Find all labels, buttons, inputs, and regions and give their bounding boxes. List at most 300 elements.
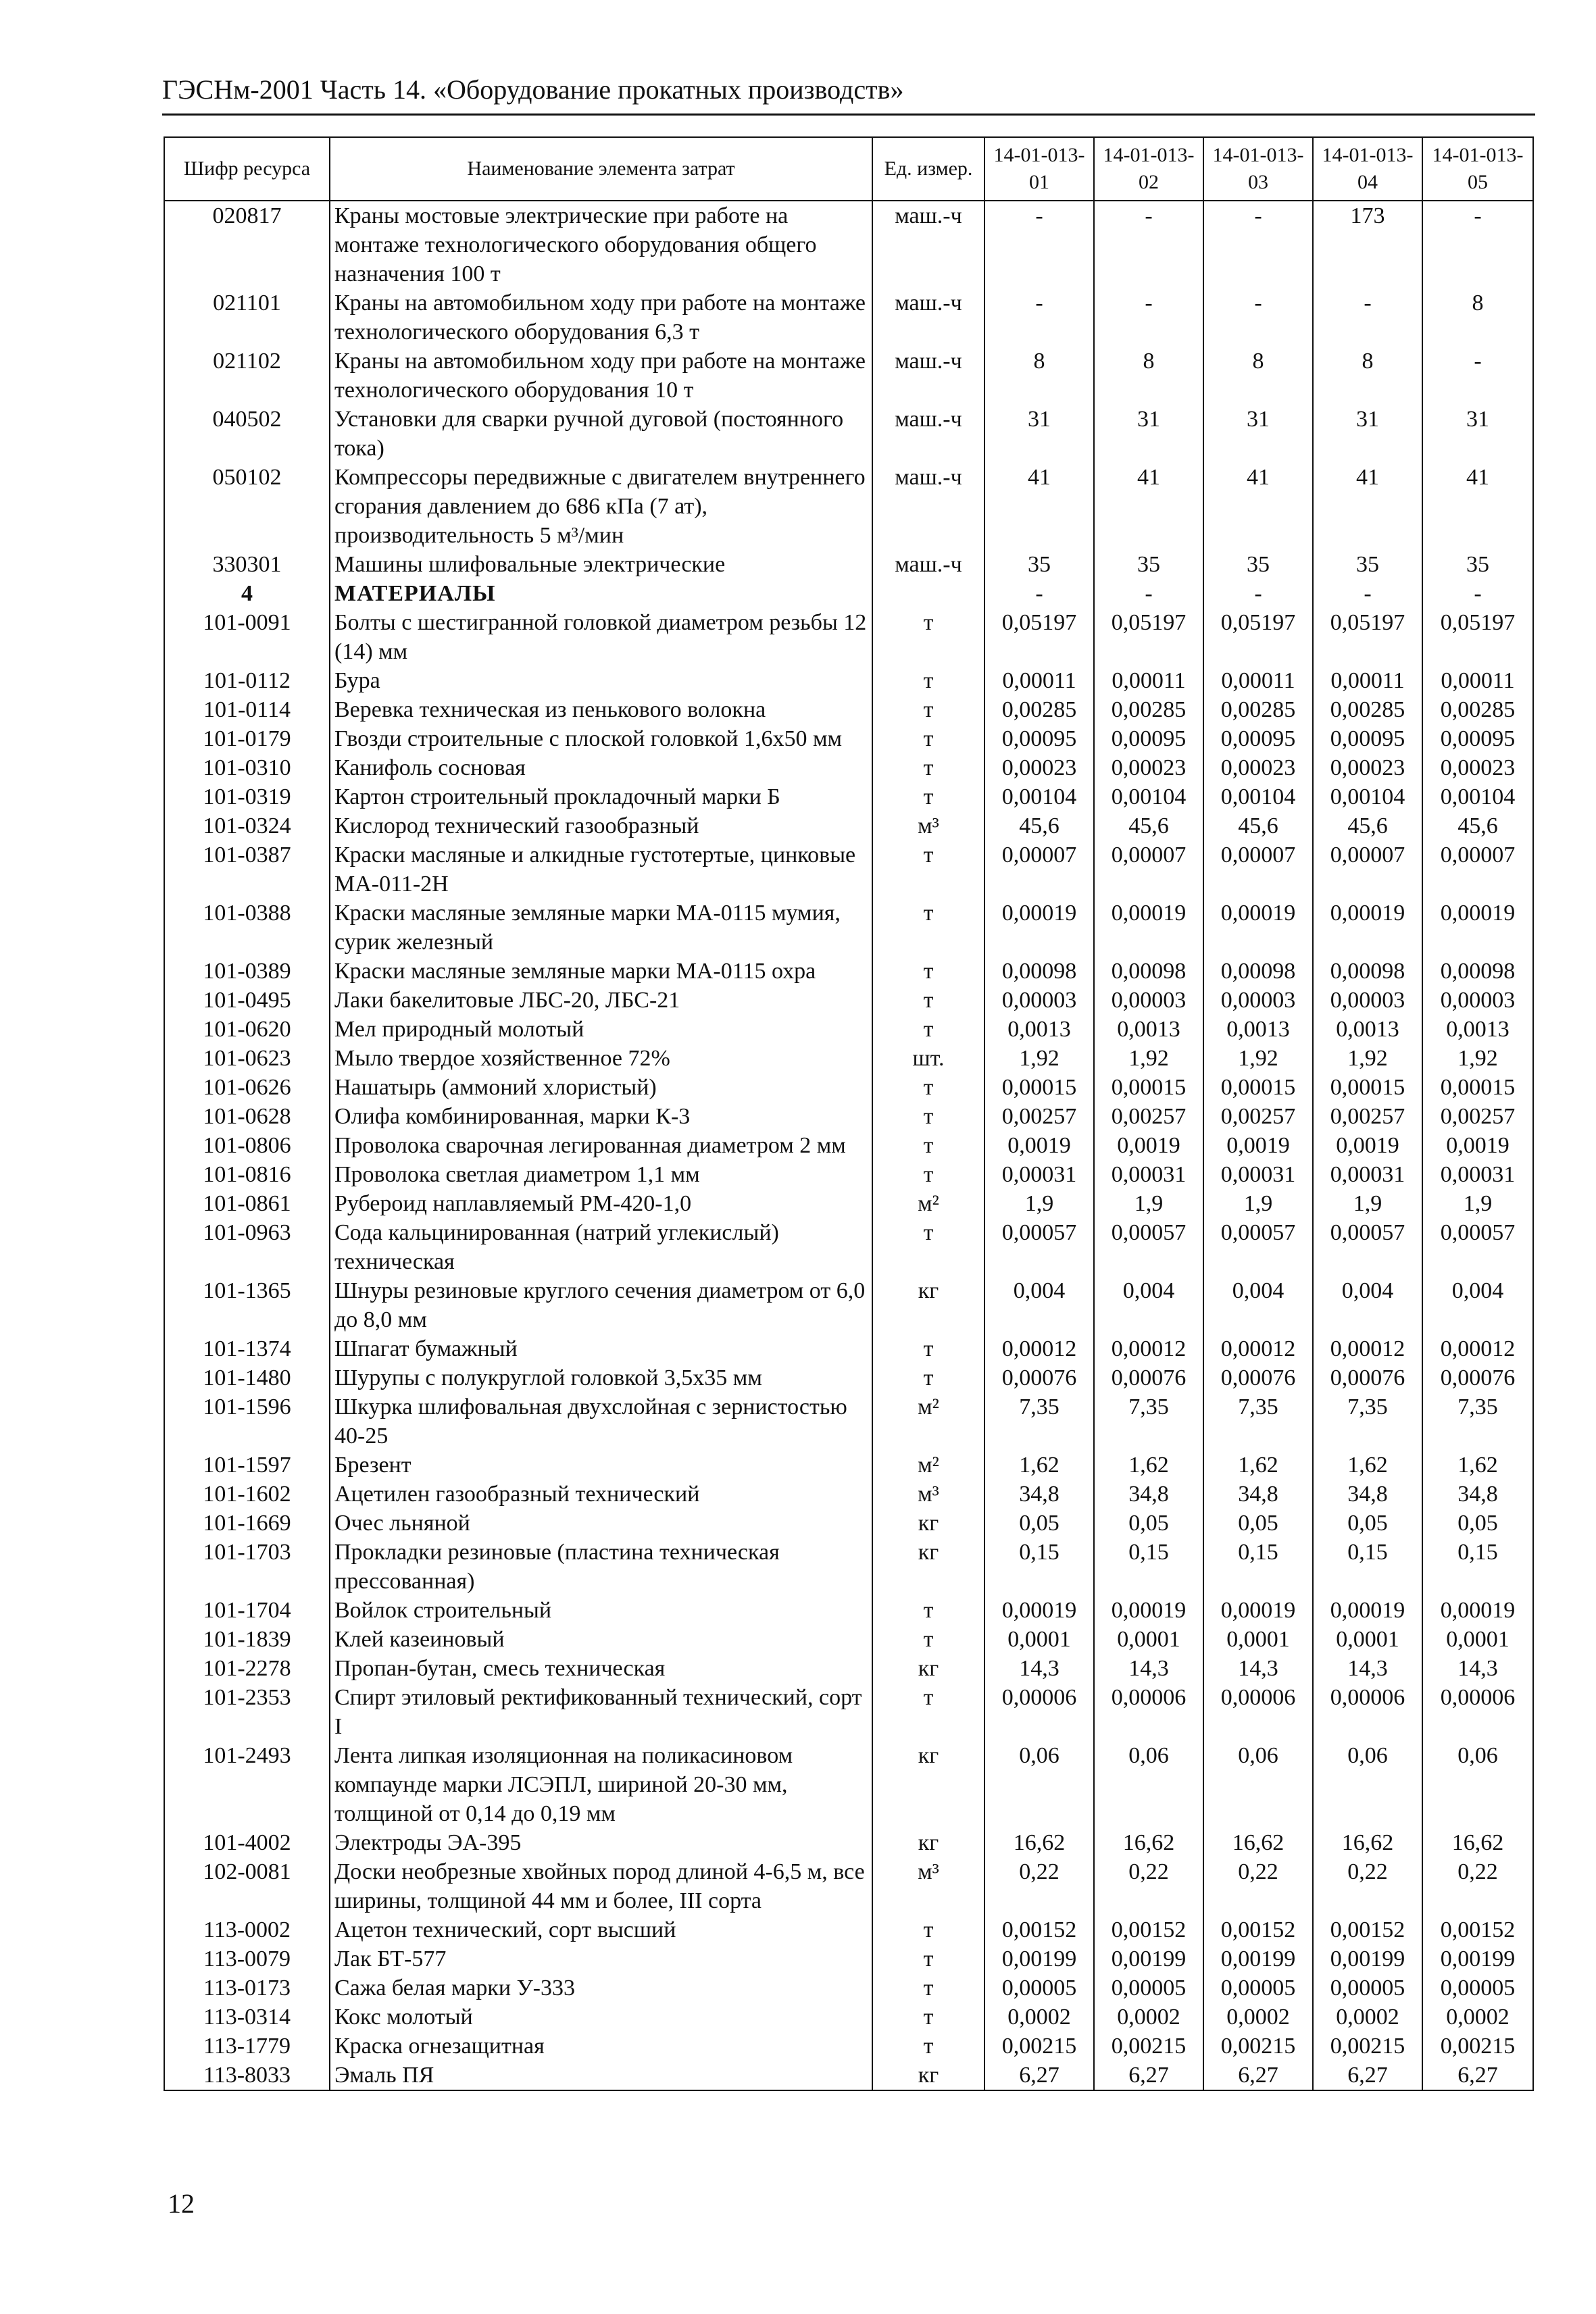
table-row <box>164 840 1533 899</box>
resource-code: 101-1480 <box>164 1363 330 1392</box>
norm-value-3: 0,15 <box>1203 1538 1313 1596</box>
resource-code: 330301 <box>164 550 330 579</box>
norm-value-1: 0,00215 <box>984 2032 1094 2061</box>
resource-code: 101-0389 <box>164 957 330 986</box>
norm-value-2: 45,6 <box>1094 811 1203 840</box>
norm-value-2: 0,00012 <box>1094 1334 1203 1363</box>
norm-value-1: - <box>984 579 1094 608</box>
norm-value-4: 0,0001 <box>1313 1625 1422 1654</box>
resource-name: Войлок строительный <box>330 1596 872 1625</box>
norm-value-2: 0,00152 <box>1094 1915 1203 1944</box>
norm-value-1: 0,00019 <box>984 899 1094 957</box>
resource-name: Бура <box>330 666 872 695</box>
resource-code: 101-2493 <box>164 1741 330 1828</box>
norm-value-5: 0,004 <box>1422 1276 1533 1334</box>
resource-code: 101-1365 <box>164 1276 330 1334</box>
norm-value-3: 0,00007 <box>1203 840 1313 899</box>
resource-code: 101-0091 <box>164 608 330 666</box>
norm-value-2: 0,00023 <box>1094 753 1203 782</box>
resource-unit: т <box>872 1596 984 1625</box>
resource-name: Краны на автомобильном ходу при работе на монтаже технологического оборудования 6,3 т <box>330 288 872 347</box>
resource-unit: кг <box>872 2061 984 2090</box>
norm-value-1: 6,27 <box>984 2061 1094 2090</box>
resource-code: 102-0081 <box>164 1857 330 1915</box>
resource-code: 101-0319 <box>164 782 330 811</box>
norm-value-4: 0,00005 <box>1313 1973 1422 2003</box>
norm-value-2: 0,06 <box>1094 1741 1203 1828</box>
resource-name: Сажа белая марки У-333 <box>330 1973 872 2003</box>
resource-unit: т <box>872 1102 984 1131</box>
norm-value-3: 1,9 <box>1203 1189 1313 1218</box>
resource-name: Лента липкая изоляционная на поликасиновом компаунде марки ЛСЭПЛ, шириной 20-30 мм, толщиной от 0,14 до 0,19 мм <box>330 1741 872 1828</box>
norm-value-4: 0,0019 <box>1313 1131 1422 1160</box>
resource-code: 101-0806 <box>164 1131 330 1160</box>
table-section-row <box>164 579 1533 608</box>
norm-value-3: 35 <box>1203 550 1313 579</box>
resource-unit: т <box>872 1160 984 1189</box>
resource-name: Краны мостовые электрические при работе на монтаже технологического оборудования общего назначения 100 т <box>330 201 872 288</box>
table-row <box>164 899 1533 957</box>
page-number: 12 <box>168 2188 195 2219</box>
resource-unit: т <box>872 899 984 957</box>
table-row <box>164 1131 1533 1160</box>
table-row <box>164 1828 1533 1857</box>
resource-name: Машины шлифовальные электрические <box>330 550 872 579</box>
table-row <box>164 724 1533 753</box>
table-row <box>164 695 1533 724</box>
table-row <box>164 1480 1533 1509</box>
table-row <box>164 1915 1533 1944</box>
resource-name: Мел природный молотый <box>330 1015 872 1044</box>
norm-value-2: 14,3 <box>1094 1654 1203 1683</box>
norm-value-1: 8 <box>984 347 1094 405</box>
norm-value-1: 0,00011 <box>984 666 1094 695</box>
norm-value-1: - <box>984 201 1094 288</box>
resource-name: Клей казеиновый <box>330 1625 872 1654</box>
norm-value-4: 0,00023 <box>1313 753 1422 782</box>
norm-value-4: 45,6 <box>1313 811 1422 840</box>
resource-name: Доски необрезные хвойных пород длиной 4-6,5 м, все ширины, толщиной 44 мм и более, III сорта <box>330 1857 872 1915</box>
resource-name: Рубероид наплавляемый РМ-420-1,0 <box>330 1189 872 1218</box>
resource-unit: кг <box>872 1276 984 1334</box>
norm-value-5: 14,3 <box>1422 1654 1533 1683</box>
norm-value-1: 0,00076 <box>984 1363 1094 1392</box>
norm-value-2: 0,00095 <box>1094 724 1203 753</box>
norm-value-5: 45,6 <box>1422 811 1533 840</box>
table-row <box>164 986 1533 1015</box>
norm-value-4: 0,00007 <box>1313 840 1422 899</box>
norm-value-3: 0,0001 <box>1203 1625 1313 1654</box>
resource-unit: кг <box>872 1509 984 1538</box>
norm-value-3: 0,004 <box>1203 1276 1313 1334</box>
resource-unit: т <box>872 1915 984 1944</box>
norm-value-3: 0,22 <box>1203 1857 1313 1915</box>
norm-value-4: 1,9 <box>1313 1189 1422 1218</box>
norm-value-5: 0,00104 <box>1422 782 1533 811</box>
resource-name: Электроды ЭА-395 <box>330 1828 872 1857</box>
resource-name: Спирт этиловый ректификованный технический, сорт I <box>330 1683 872 1741</box>
norm-value-2: - <box>1094 579 1203 608</box>
norm-value-5: 7,35 <box>1422 1392 1533 1451</box>
resource-unit: шт. <box>872 1044 984 1073</box>
table-row <box>164 1625 1533 1654</box>
norm-value-5: 6,27 <box>1422 2061 1533 2090</box>
norm-value-5: - <box>1422 579 1533 608</box>
norm-value-5: 1,9 <box>1422 1189 1533 1218</box>
table-row <box>164 1683 1533 1741</box>
resource-unit: т <box>872 957 984 986</box>
norm-value-4: 0,00015 <box>1313 1073 1422 1102</box>
norm-value-4: 173 <box>1313 201 1422 288</box>
norm-value-5: 0,00057 <box>1422 1218 1533 1276</box>
table-row <box>164 1102 1533 1131</box>
norm-value-3: 0,00012 <box>1203 1334 1313 1363</box>
norm-value-2: 8 <box>1094 347 1203 405</box>
norm-value-4: 0,0002 <box>1313 2003 1422 2032</box>
table-row <box>164 1044 1533 1073</box>
norm-value-1: 0,00031 <box>984 1160 1094 1189</box>
table-row <box>164 2003 1533 2032</box>
resource-code: 113-8033 <box>164 2061 330 2090</box>
norm-value-1: 0,0002 <box>984 2003 1094 2032</box>
resource-unit: т <box>872 840 984 899</box>
resource-unit: т <box>872 1625 984 1654</box>
resource-code: 113-1779 <box>164 2032 330 2061</box>
norm-value-3: 0,00098 <box>1203 957 1313 986</box>
norm-value-3: - <box>1203 288 1313 347</box>
norm-value-3: 0,0019 <box>1203 1131 1313 1160</box>
resource-unit: т <box>872 2032 984 2061</box>
norm-value-1: 0,00098 <box>984 957 1094 986</box>
resource-name: Шурупы с полукруглой головкой 3,5х35 мм <box>330 1363 872 1392</box>
table-row <box>164 1654 1533 1683</box>
page-header-title: ГЭСНм-2001 Часть 14. «Оборудование прокатных производств» <box>162 74 904 105</box>
resource-code: 101-0310 <box>164 753 330 782</box>
col-header-name: Наименование элемента затрат <box>330 137 872 201</box>
norm-value-3: 8 <box>1203 347 1313 405</box>
norm-value-3: - <box>1203 579 1313 608</box>
resource-code: 101-1839 <box>164 1625 330 1654</box>
norm-value-1: 0,00006 <box>984 1683 1094 1741</box>
table-row <box>164 753 1533 782</box>
resource-code: 101-1374 <box>164 1334 330 1363</box>
resource-unit: т <box>872 1218 984 1276</box>
norm-value-3: 0,05 <box>1203 1509 1313 1538</box>
norm-value-2: - <box>1094 201 1203 288</box>
resource-name: Краски масляные земляные марки МА-0115 охра <box>330 957 872 986</box>
norm-value-1: 0,00005 <box>984 1973 1094 2003</box>
resource-code: 4 <box>164 579 330 608</box>
norm-value-4: 0,00076 <box>1313 1363 1422 1392</box>
norm-value-3: 45,6 <box>1203 811 1313 840</box>
norm-value-2: 7,35 <box>1094 1392 1203 1451</box>
resource-name: Кислород технический газообразный <box>330 811 872 840</box>
norm-value-1: 0,004 <box>984 1276 1094 1334</box>
norm-value-2: 0,00015 <box>1094 1073 1203 1102</box>
norm-value-2: 0,05 <box>1094 1509 1203 1538</box>
table-row <box>164 1741 1533 1828</box>
resource-code: 101-0620 <box>164 1015 330 1044</box>
resource-unit: т <box>872 1363 984 1392</box>
table-row <box>164 201 1533 288</box>
resource-unit: т <box>872 1073 984 1102</box>
resource-name: Проволока сварочная легированная диаметром 2 мм <box>330 1131 872 1160</box>
norm-value-5: 0,00098 <box>1422 957 1533 986</box>
col-header-norm-1: 14-01-013-01 <box>984 137 1094 201</box>
resource-name: Краски масляные и алкидные густотертые, цинковые МА-011-2Н <box>330 840 872 899</box>
norm-value-4: - <box>1313 579 1422 608</box>
resource-name: МАТЕРИАЛЫ <box>330 579 872 608</box>
resource-name: Нашатырь (аммоний хлористый) <box>330 1073 872 1102</box>
norm-value-3: 1,92 <box>1203 1044 1313 1073</box>
resource-name: Эмаль ПЯ <box>330 2061 872 2090</box>
norm-value-2: 35 <box>1094 550 1203 579</box>
resource-code: 020817 <box>164 201 330 288</box>
resource-name: Очес льняной <box>330 1509 872 1538</box>
norm-value-2: 0,0019 <box>1094 1131 1203 1160</box>
header-rule <box>162 114 1535 116</box>
table-header-row <box>164 137 1533 201</box>
norm-value-2: 0,00257 <box>1094 1102 1203 1131</box>
norm-value-1: 7,35 <box>984 1392 1094 1451</box>
norm-value-1: 0,00104 <box>984 782 1094 811</box>
resource-code: 101-0114 <box>164 695 330 724</box>
table-row <box>164 811 1533 840</box>
norm-value-2: 0,00019 <box>1094 1596 1203 1625</box>
resource-table <box>164 136 1534 2091</box>
resource-code: 021102 <box>164 347 330 405</box>
resource-name: Гвозди строительные с плоской головкой 1,6х50 мм <box>330 724 872 753</box>
norm-value-4: 0,00104 <box>1313 782 1422 811</box>
norm-value-4: 16,62 <box>1313 1828 1422 1857</box>
norm-value-5: 0,00199 <box>1422 1944 1533 1973</box>
resource-unit: маш.-ч <box>872 463 984 550</box>
norm-value-3: 0,00031 <box>1203 1160 1313 1189</box>
norm-value-2: 6,27 <box>1094 2061 1203 2090</box>
norm-value-4: 0,00057 <box>1313 1218 1422 1276</box>
norm-value-5: 41 <box>1422 463 1533 550</box>
table-body <box>164 201 1533 2090</box>
norm-value-3: 0,00104 <box>1203 782 1313 811</box>
norm-value-1: 16,62 <box>984 1828 1094 1857</box>
resource-code: 040502 <box>164 405 330 463</box>
norm-value-2: 0,00104 <box>1094 782 1203 811</box>
norm-value-1: 0,00152 <box>984 1915 1094 1944</box>
norm-value-5: 0,00215 <box>1422 2032 1533 2061</box>
resource-name: Установки для сварки ручной дуговой (постоянного тока) <box>330 405 872 463</box>
resource-code: 101-2278 <box>164 1654 330 1683</box>
norm-value-1: 0,0013 <box>984 1015 1094 1044</box>
resource-name: Брезент <box>330 1451 872 1480</box>
norm-value-2: 0,00003 <box>1094 986 1203 1015</box>
norm-value-2: 1,9 <box>1094 1189 1203 1218</box>
resource-name: Веревка техническая из пенькового волокна <box>330 695 872 724</box>
resource-unit: кг <box>872 1828 984 1857</box>
resource-code: 021101 <box>164 288 330 347</box>
norm-value-4: 0,00152 <box>1313 1915 1422 1944</box>
norm-value-1: 0,0001 <box>984 1625 1094 1654</box>
resource-code: 113-0079 <box>164 1944 330 1973</box>
norm-value-4: 0,05197 <box>1313 608 1422 666</box>
norm-value-1: 45,6 <box>984 811 1094 840</box>
norm-value-1: - <box>984 288 1094 347</box>
norm-value-4: 0,00012 <box>1313 1334 1422 1363</box>
norm-value-5: 8 <box>1422 288 1533 347</box>
norm-value-5: 0,00003 <box>1422 986 1533 1015</box>
resource-code: 101-0816 <box>164 1160 330 1189</box>
resource-code: 101-0626 <box>164 1073 330 1102</box>
table-row <box>164 1596 1533 1625</box>
norm-value-2: 0,15 <box>1094 1538 1203 1596</box>
resource-name: Краски масляные земляные марки МА-0115 мумия, сурик железный <box>330 899 872 957</box>
norm-value-2: 0,05197 <box>1094 608 1203 666</box>
resource-name: Олифа комбинированная, марки К-3 <box>330 1102 872 1131</box>
resource-unit: м³ <box>872 1480 984 1509</box>
table-row <box>164 288 1533 347</box>
norm-value-5: 0,06 <box>1422 1741 1533 1828</box>
norm-value-2: 0,00031 <box>1094 1160 1203 1189</box>
norm-value-3: 0,00152 <box>1203 1915 1313 1944</box>
norm-value-2: 0,00019 <box>1094 899 1203 957</box>
norm-value-5: 0,00031 <box>1422 1160 1533 1189</box>
table-row <box>164 1334 1533 1363</box>
resource-code: 101-2353 <box>164 1683 330 1741</box>
norm-value-4: 0,00098 <box>1313 957 1422 986</box>
resource-unit: т <box>872 608 984 666</box>
norm-value-4: 0,00011 <box>1313 666 1422 695</box>
norm-value-3: 16,62 <box>1203 1828 1313 1857</box>
table-row <box>164 1015 1533 1044</box>
norm-value-3: 0,00199 <box>1203 1944 1313 1973</box>
norm-value-1: 0,00015 <box>984 1073 1094 1102</box>
resource-code: 101-0387 <box>164 840 330 899</box>
norm-value-4: 0,004 <box>1313 1276 1422 1334</box>
col-header-norm-4: 14-01-013-04 <box>1313 137 1422 201</box>
resource-name: Ацетилен газообразный технический <box>330 1480 872 1509</box>
norm-value-2: 0,0013 <box>1094 1015 1203 1044</box>
norm-value-5: - <box>1422 347 1533 405</box>
resource-unit: м² <box>872 1392 984 1451</box>
norm-value-3: 0,00215 <box>1203 2032 1313 2061</box>
resource-unit: кг <box>872 1538 984 1596</box>
norm-value-5: 0,00076 <box>1422 1363 1533 1392</box>
resource-name: Ацетон технический, сорт высший <box>330 1915 872 1944</box>
col-header-norm-2: 14-01-013-02 <box>1094 137 1203 201</box>
norm-value-1: 0,15 <box>984 1538 1094 1596</box>
resource-code: 101-1669 <box>164 1509 330 1538</box>
norm-value-4: 0,00257 <box>1313 1102 1422 1131</box>
norm-value-4: 7,35 <box>1313 1392 1422 1451</box>
norm-value-3: 0,05197 <box>1203 608 1313 666</box>
norm-value-1: 0,00257 <box>984 1102 1094 1131</box>
resource-unit: маш.-ч <box>872 201 984 288</box>
table-row <box>164 1973 1533 2003</box>
norm-value-5: 0,00023 <box>1422 753 1533 782</box>
norm-value-1: 0,00012 <box>984 1334 1094 1363</box>
table-row <box>164 347 1533 405</box>
col-header-unit: Ед. измер. <box>872 137 984 201</box>
resource-unit <box>872 579 984 608</box>
norm-value-2: 1,62 <box>1094 1451 1203 1480</box>
norm-value-1: 34,8 <box>984 1480 1094 1509</box>
norm-value-5: 0,00006 <box>1422 1683 1533 1741</box>
norm-value-3: 0,00015 <box>1203 1073 1313 1102</box>
norm-value-3: 1,62 <box>1203 1451 1313 1480</box>
norm-value-2: 0,0001 <box>1094 1625 1203 1654</box>
norm-value-1: 14,3 <box>984 1654 1094 1683</box>
resource-name: Картон строительный прокладочный марки Б <box>330 782 872 811</box>
table-row <box>164 1160 1533 1189</box>
norm-value-2: 0,00011 <box>1094 666 1203 695</box>
norm-value-1: 0,00057 <box>984 1218 1094 1276</box>
norm-value-3: 14,3 <box>1203 1654 1313 1683</box>
norm-value-2: 0,00006 <box>1094 1683 1203 1741</box>
norm-value-3: 34,8 <box>1203 1480 1313 1509</box>
resource-name: Краска огнезащитная <box>330 2032 872 2061</box>
resource-unit: м³ <box>872 1857 984 1915</box>
table-row <box>164 1509 1533 1538</box>
norm-value-3: 0,00005 <box>1203 1973 1313 2003</box>
resource-unit: т <box>872 695 984 724</box>
resource-code: 101-0112 <box>164 666 330 695</box>
resource-unit: т <box>872 724 984 753</box>
resource-unit: т <box>872 1944 984 1973</box>
norm-value-5: 0,0019 <box>1422 1131 1533 1160</box>
resource-unit: маш.-ч <box>872 405 984 463</box>
norm-value-3: 6,27 <box>1203 2061 1313 2090</box>
table-row <box>164 2032 1533 2061</box>
norm-value-2: 0,004 <box>1094 1276 1203 1334</box>
resource-unit: т <box>872 666 984 695</box>
norm-value-5: 0,00011 <box>1422 666 1533 695</box>
norm-value-4: 0,00006 <box>1313 1683 1422 1741</box>
norm-value-2: 34,8 <box>1094 1480 1203 1509</box>
resource-code: 101-0963 <box>164 1218 330 1276</box>
table-row <box>164 1276 1533 1334</box>
table-row <box>164 1538 1533 1596</box>
norm-value-4: - <box>1313 288 1422 347</box>
norm-value-4: 35 <box>1313 550 1422 579</box>
norm-value-4: 31 <box>1313 405 1422 463</box>
resource-name: Лак БТ-577 <box>330 1944 872 1973</box>
norm-value-1: 0,0019 <box>984 1131 1094 1160</box>
table-row <box>164 463 1533 550</box>
resource-unit: т <box>872 1015 984 1044</box>
resource-code: 101-1597 <box>164 1451 330 1480</box>
resource-unit: кг <box>872 1654 984 1683</box>
resource-unit: т <box>872 1334 984 1363</box>
norm-value-1: 35 <box>984 550 1094 579</box>
table-row <box>164 782 1533 811</box>
resource-code: 101-1596 <box>164 1392 330 1451</box>
norm-value-5: 0,00095 <box>1422 724 1533 753</box>
norm-value-3: 7,35 <box>1203 1392 1313 1451</box>
resource-name: Прокладки резиновые (пластина техническая прессованная) <box>330 1538 872 1596</box>
norm-value-3: 0,00076 <box>1203 1363 1313 1392</box>
norm-value-5: 0,15 <box>1422 1538 1533 1596</box>
norm-value-4: 0,00031 <box>1313 1160 1422 1189</box>
norm-value-4: 0,00199 <box>1313 1944 1422 1973</box>
norm-value-4: 8 <box>1313 347 1422 405</box>
table-row <box>164 1363 1533 1392</box>
norm-value-2: 31 <box>1094 405 1203 463</box>
resource-name: Кокс молотый <box>330 2003 872 2032</box>
table-row <box>164 1218 1533 1276</box>
norm-value-2: 0,0002 <box>1094 2003 1203 2032</box>
col-header-norm-5: 14-01-013-05 <box>1422 137 1533 201</box>
resource-name: Компрессоры передвижные с двигателем внутреннего сгорания давлением до 686 кПа (7 ат), производительность 5 м³/мин <box>330 463 872 550</box>
norm-value-4: 0,00019 <box>1313 1596 1422 1625</box>
